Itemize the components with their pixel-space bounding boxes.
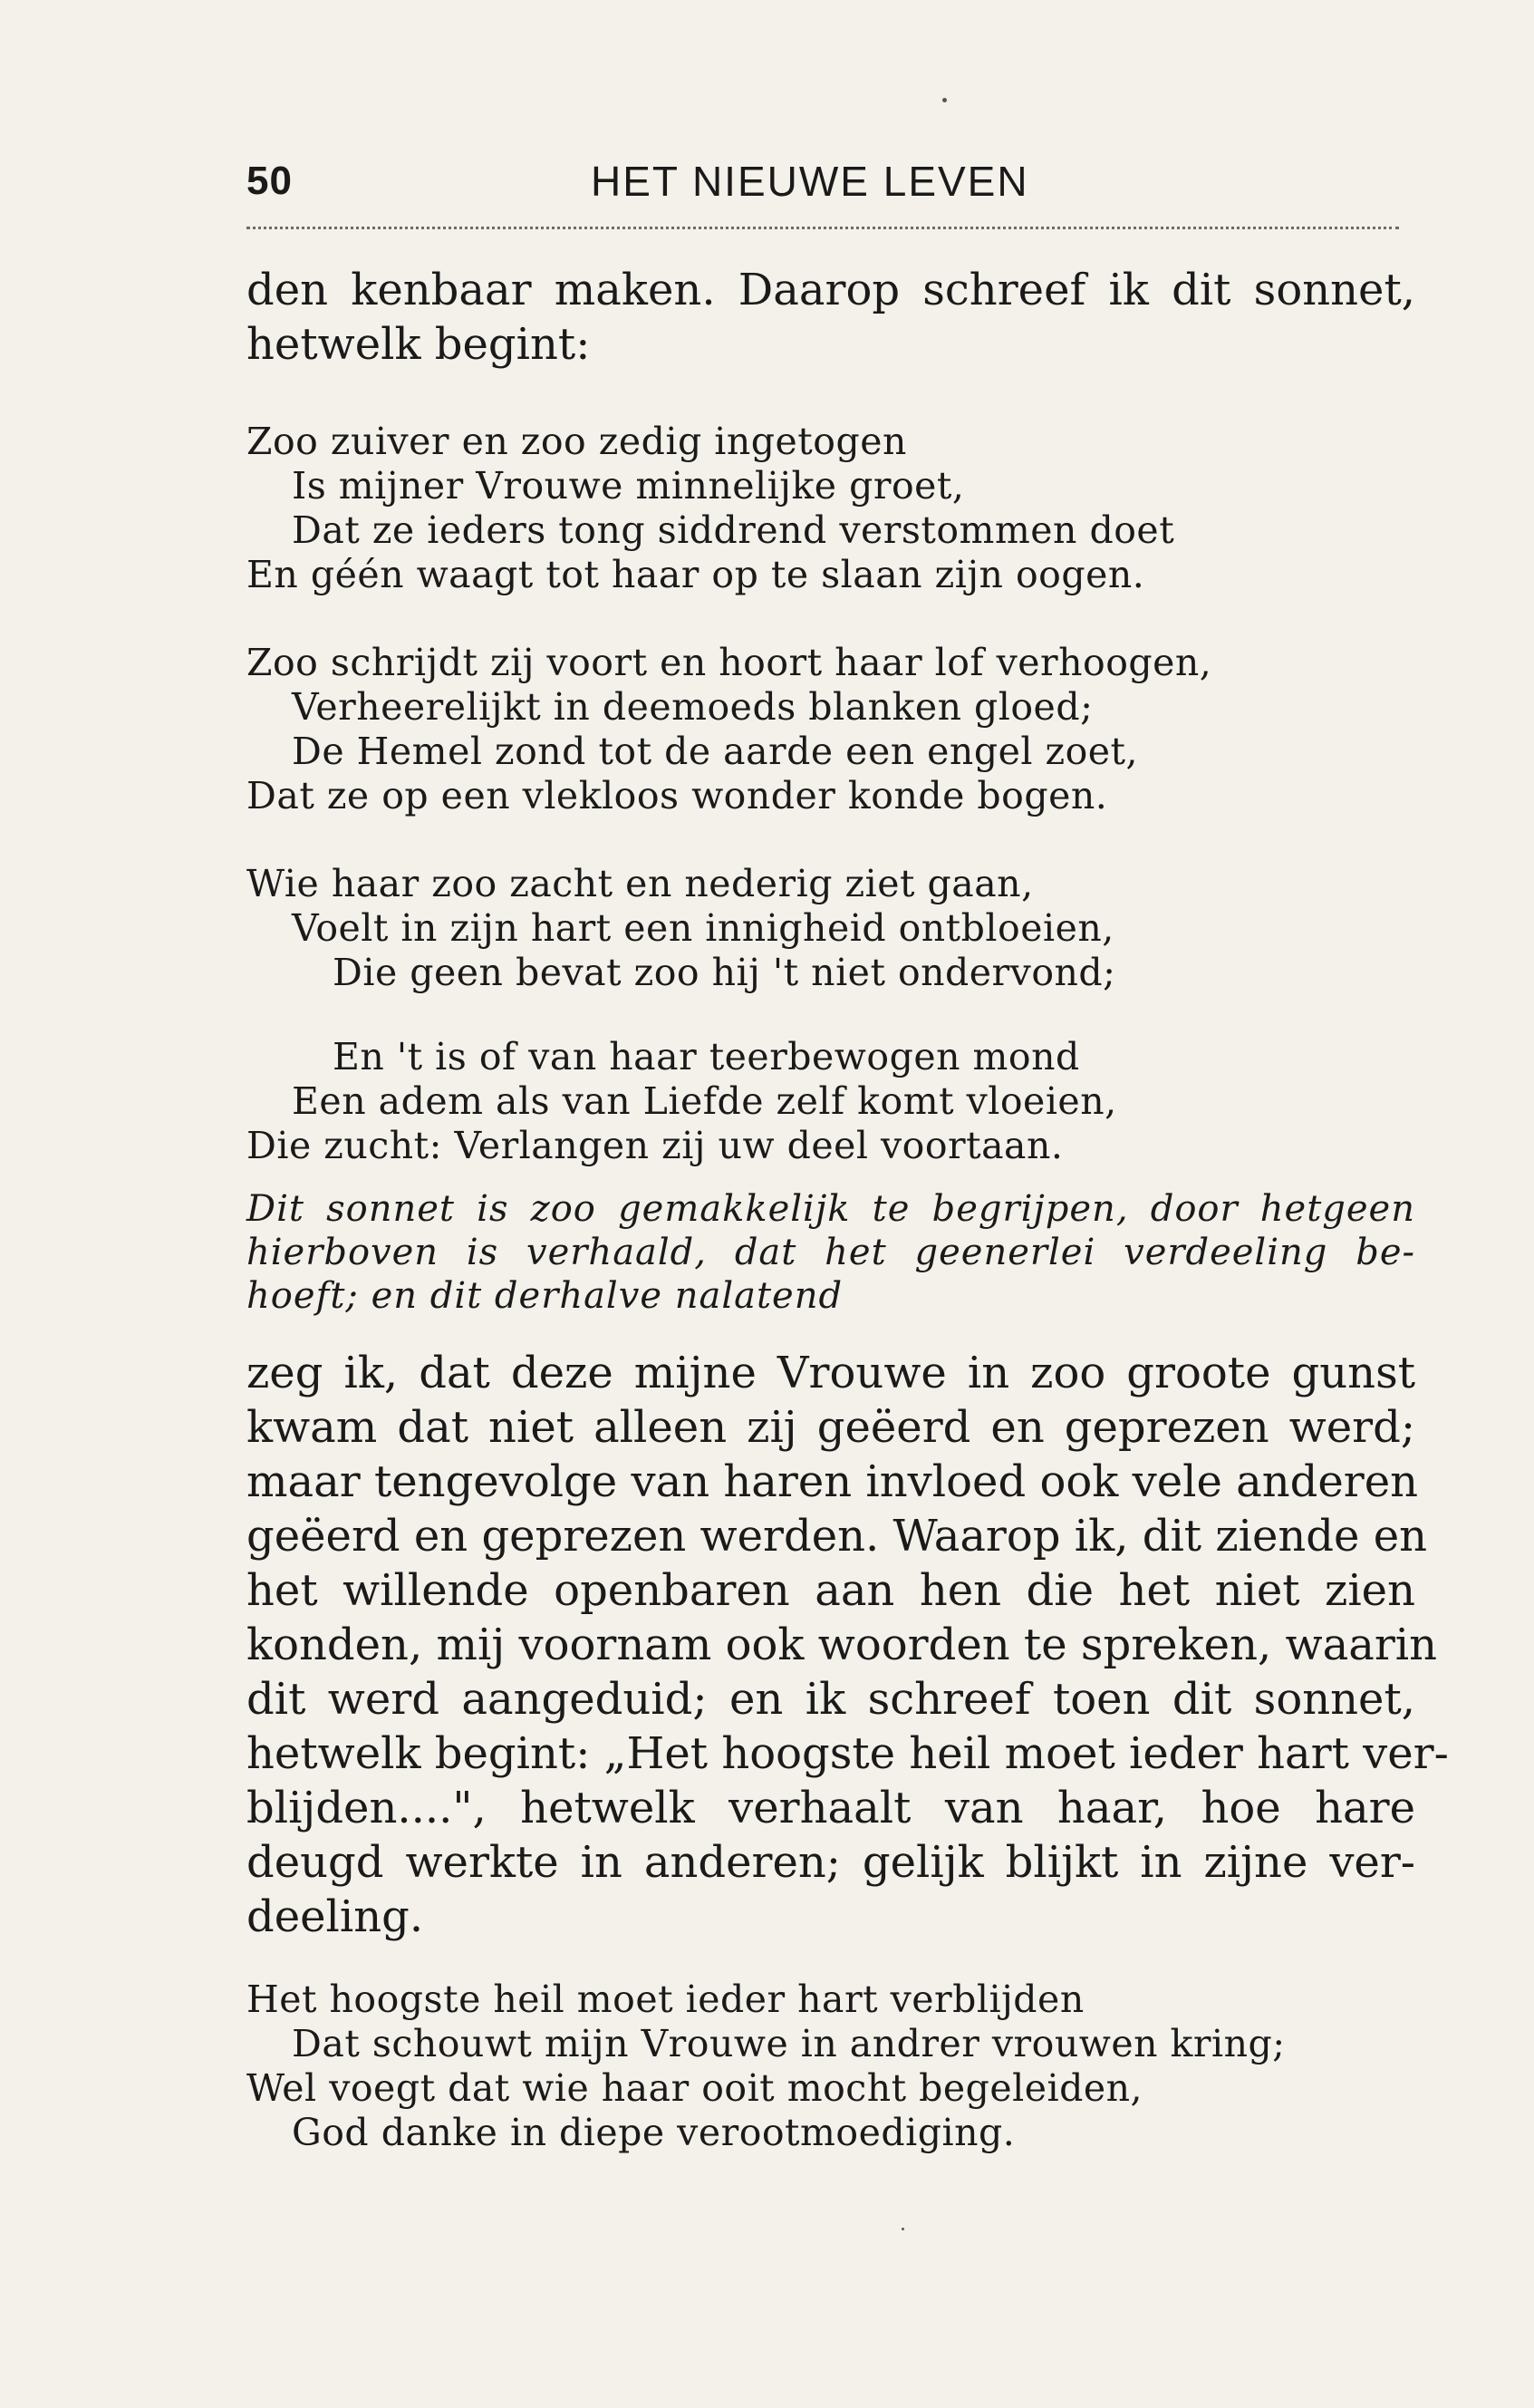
intro-line: hetwelk begint: [246, 319, 591, 370]
verse-line: Voelt in zijn hart een innigheid ontbloeien, [292, 906, 1114, 950]
body-line: zeg ik, dat deze mijne Vrouwe in zoo groote gunst [246, 1348, 1415, 1398]
header-rule [246, 227, 1399, 229]
verse-line: En 't is of van haar teerbewogen mond [333, 1035, 1080, 1078]
verse-line: Dat schouwt mijn Vrouwe in andrer vrouwen kring; [292, 2022, 1286, 2065]
stanza-gap [246, 995, 1415, 1035]
commentary-line: hoeft; en dit derhalve nalatend [246, 1275, 844, 1317]
body-line: maar tengevolge van haren invloed ook vele anderen [246, 1456, 1419, 1507]
sonnet-one-stanza-2 [246, 641, 1415, 818]
sonnet-one [246, 420, 1415, 1168]
sonnet-one-stanza-1 [246, 420, 1415, 597]
body-paragraph [246, 1346, 1449, 1944]
body-line: geëerd en geprezen werden. Waarop ik, dit ziende en [246, 1511, 1428, 1562]
verse-line: Een adem als van Liefde zelf komt vloeien, [292, 1079, 1117, 1123]
verse-line: Het hoogste heil moet ieder hart verblijden [246, 1978, 1085, 2021]
body-line: deugd werkte in anderen; gelijk blijkt in zijne ver- [246, 1837, 1415, 1888]
page-header [246, 150, 1406, 213]
commentary-line: hierboven is verhaald, dat het geenerlei verdeeling be- [246, 1232, 1415, 1273]
body-line: kwam dat niet alleen zij geëerd en geprezen werd; [246, 1402, 1415, 1453]
print-speck [902, 2228, 904, 2230]
verse-line: De Hemel zond tot de aarde een engel zoet, [292, 730, 1139, 773]
body-line: het willende openbaren aan hen die het niet zien [246, 1565, 1415, 1616]
verse-line: Dat ze op een vlekloos wonder konde bogen. [246, 774, 1108, 817]
sonnet-one-stanza-4 [246, 1035, 1415, 1168]
verse-line: Zoo schrijdt zij voort en hoort haar lof verhoogen, [246, 641, 1212, 684]
stanza-gap [246, 818, 1415, 862]
verse-line: God danke in diepe verootmoediging. [292, 2111, 1016, 2154]
verse-line: Verheerelijkt in deemoeds blanken gloed; [292, 685, 1094, 729]
body-line: konden, mij voornam ook woorden te spreken, waarin [246, 1620, 1438, 1670]
verse-line: Zoo zuiver en zoo zedig ingetogen [246, 420, 907, 463]
commentary-paragraph [246, 1187, 1415, 1318]
sonnet-one-stanza-3 [246, 862, 1415, 995]
verse-line: Dat ze ieders tong siddrend verstommen doet [292, 508, 1175, 552]
sonnet-two [246, 1978, 1415, 2155]
intro-paragraph [246, 263, 1415, 372]
body-line: deeling. [246, 1891, 424, 1942]
commentary-line: Dit sonnet is zoo gemakkelijk te begrijpen, door hetgeen [246, 1188, 1415, 1230]
verse-line: Wel voegt dat wie haar ooit mocht begeleiden, [246, 2066, 1143, 2110]
verse-line: Die zucht: Verlangen zij uw deel voortaan. [246, 1124, 1064, 1167]
running-title: HET NIEUWE LEVEN [591, 158, 1029, 205]
print-speck [942, 98, 947, 102]
body-line: blijden....", hetwelk verhaalt van haar, hoe hare [246, 1783, 1415, 1833]
verse-line: Die geen bevat zoo hij 't niet ondervond; [333, 951, 1116, 994]
intro-line: den kenbaar maken. Daarop schreef ik dit sonnet, [246, 265, 1415, 315]
stanza-gap [246, 597, 1415, 641]
body-line: hetwelk begint: „Het hoogste heil moet ieder hart ver- [246, 1728, 1449, 1779]
page-number: 50 [246, 159, 293, 203]
verse-line: En géén waagt tot haar op te slaan zijn oogen. [246, 553, 1145, 596]
verse-line: Is mijner Vrouwe minnelijke groet, [292, 464, 965, 508]
verse-line: Wie haar zoo zacht en nederig ziet gaan, [246, 862, 1034, 905]
body-line: dit werd aangeduid; en ik schreef toen dit sonnet, [246, 1674, 1415, 1725]
